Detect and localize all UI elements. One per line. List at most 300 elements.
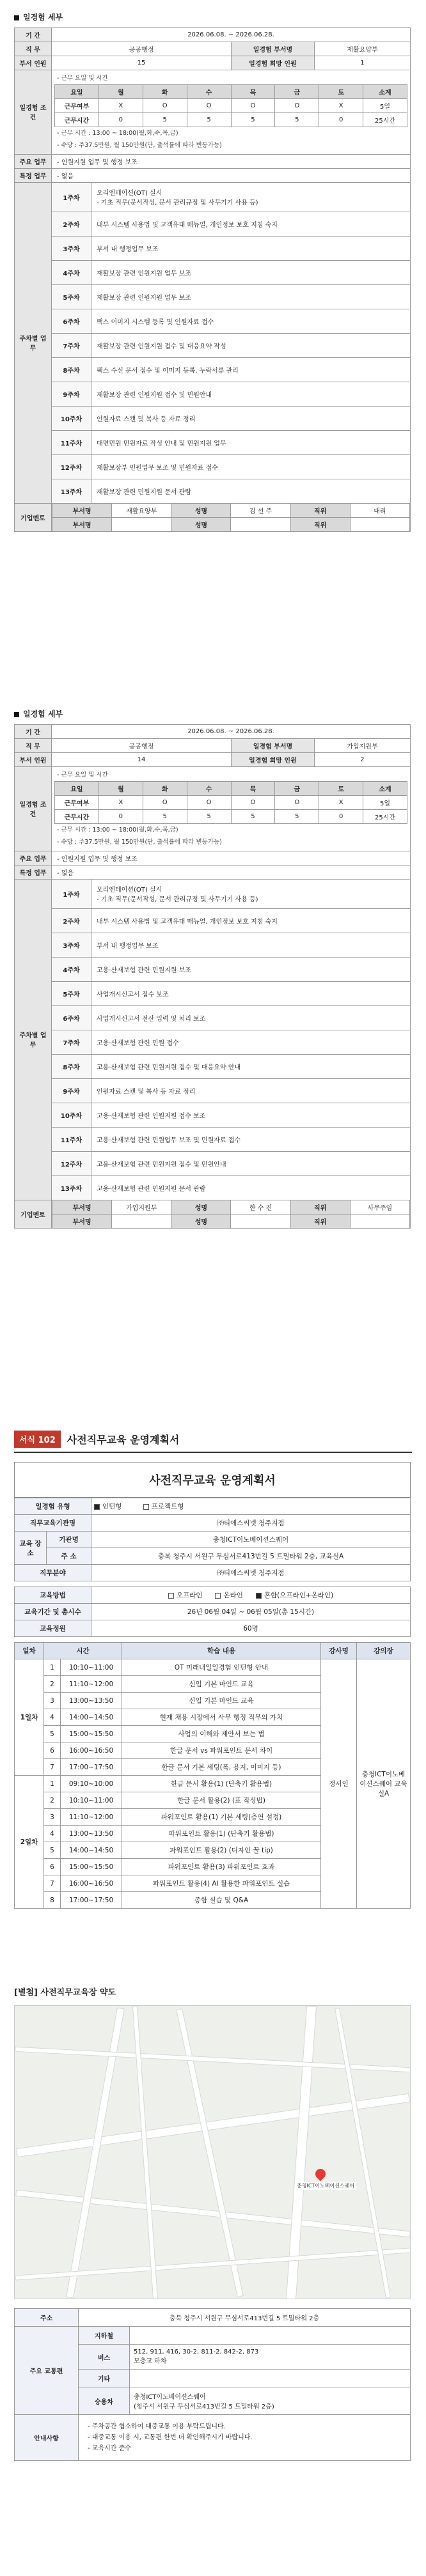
sched-content: 파워포인트 활용(1) 기본 세팅(층연 설정) [122, 1809, 321, 1826]
sched-period: 3 [44, 1809, 61, 1826]
condition-label: 일경험 조건 [15, 767, 52, 851]
map-section [0, 1985, 426, 2461]
schedule-block-2 [0, 697, 426, 1393]
bullet-icon: - [88, 2445, 92, 2452]
condition-note: - 수당 : 주37.5만원, 월 150만원(단, 출석률에 따라 변동가능) [57, 142, 222, 150]
condition-note: - 근무 시간 : 13:00 ~ 18:00(월,화,수,목,금) [57, 826, 178, 834]
bus-label: 버스 [79, 2345, 130, 2370]
form-title: 사전직무교육 운영계획서 [67, 1434, 180, 1446]
method-label: 교육방법 [15, 1587, 91, 1604]
sched-time: 11:10~12:00 [61, 1809, 122, 1826]
mentor-field-value [231, 518, 290, 531]
week-number: 2주차 [52, 212, 91, 236]
notice-item [88, 2421, 401, 2432]
people-label: 교육정원 [15, 1620, 91, 1637]
day-header: 화 [143, 782, 187, 796]
workday-cell: O [275, 99, 319, 113]
room-name: 충청ICT이노베이션스퀘어 교육실A [357, 1659, 411, 1909]
week-content: 대면민원 민원자료 작성 안내 및 민원지원 업무 [91, 430, 411, 454]
week-row [15, 1127, 411, 1151]
sched-content: 현재 채용 시장에서 사무 행정 직무의 가치 [122, 1709, 321, 1726]
sched-content: OT 미래내일일경험 인턴형 안내 [122, 1659, 321, 1676]
day-header: 목 [231, 782, 275, 796]
dept-label: 일경험 부서명 [231, 42, 314, 56]
mentor-inner [52, 1200, 410, 1214]
type-label: 일경험 유형 [15, 1498, 91, 1515]
square-bullet-icon [14, 15, 19, 20]
week-number: 13주차 [52, 479, 91, 503]
section-title [0, 697, 426, 724]
week-content: 내부 시스템 사용법 및 고객유대 매뉴얼, 개인정보 보호 지침 숙지 [91, 212, 411, 236]
sched-period: 4 [44, 1826, 61, 1842]
workday-cell: 5 [143, 113, 187, 127]
parking-label: 승용차 [79, 2387, 130, 2415]
day2-label: 2일차 [15, 1776, 44, 1909]
week-content: 재활보장 관련 인원지원 업무 보조 [91, 284, 411, 309]
mentor-cell [52, 1214, 411, 1228]
mentor-group-label: 기업멘토 [15, 1200, 52, 1228]
section-title-text: 일경험 세부 [23, 13, 63, 22]
week-content: 사업개시신고서 접수 보조 [91, 981, 411, 1005]
type-opt2: 프로젝트형 [151, 1503, 184, 1510]
sched-content: 파워포인트 활용(2) (디자인 꿀 tip) [122, 1842, 321, 1859]
mentor-value: 2 [314, 753, 410, 767]
week-number: 8주차 [52, 1054, 91, 1078]
sched-h-content: 학습 내용 [122, 1643, 321, 1659]
day-header: 수 [187, 782, 231, 796]
count-label: 부서 인원 [15, 56, 52, 70]
mentor-field-label: 성명 [171, 518, 231, 531]
workday-cell: 5 [275, 113, 319, 127]
workday-cell: 0 [319, 810, 363, 824]
workday-cell: 5 [231, 810, 275, 824]
plan-title: 사전직무교육 운영계획서 [14, 1462, 411, 1498]
main-duty-value: - 인원지원 업무 및 행정 보조 [52, 851, 411, 865]
workday-cell: X [99, 99, 143, 113]
week-row [15, 1175, 411, 1200]
condition-label: 일경험 조건 [15, 70, 52, 155]
parking-value: 충청ICT이노베이션스퀘어 (청주시 서원구 무심서로413번길 5 트밀타워 2층) [130, 2387, 411, 2415]
workday-cell: O [231, 99, 275, 113]
sched-time: 11:10~12:00 [61, 1676, 122, 1693]
sched-time: 16:00~16:50 [61, 1875, 122, 1892]
mentor-row [15, 517, 411, 531]
sched-content: 한글 문서 활용(2) (표 작성법) [122, 1792, 321, 1809]
sched-content: 파워포인트 활용(4) AI 활용한 파워포인트 실습 [122, 1875, 321, 1892]
workday-cell: X [319, 796, 363, 810]
mentor-value: 1 [314, 56, 410, 70]
plan-info-table [14, 1498, 411, 1581]
week-content: 오리엔테이션(OT) 실시 - 기초 직무(문서작성, 문서 관리규정 및 사무기기 사용 등) [91, 879, 411, 908]
dept-value: 가입지원부 [314, 739, 410, 753]
sched-time: 10:10~11:00 [61, 1792, 122, 1809]
condition-note: - 수당 : 주37.5만원, 월 150만원(단, 출석률에 따라 변동가능) [57, 839, 222, 846]
workday-cell: O [143, 796, 187, 810]
day-header: 소계 [363, 85, 407, 99]
mentor-field-label: 성명 [171, 1200, 231, 1214]
mentor-cell [52, 517, 411, 531]
checkbox-project[interactable] [143, 1504, 149, 1510]
day-header: 금 [275, 85, 319, 99]
sched-h-instructor: 강사명 [321, 1643, 357, 1659]
week-number: 3주차 [52, 236, 91, 260]
sched-period: 5 [44, 1842, 61, 1859]
workday-cell: 5 [187, 113, 231, 127]
week-row [15, 879, 411, 908]
week-row [15, 957, 411, 981]
mentor-field-value [350, 518, 409, 531]
notice-item [88, 2432, 401, 2443]
week-row [15, 908, 411, 933]
week-number: 6주차 [52, 1005, 91, 1030]
sched-time: 17:00~17:50 [61, 1759, 122, 1776]
workday-cell: 5 [231, 113, 275, 127]
week-content: 사업개시신고서 전산 입력 및 처리 보조 [91, 1005, 411, 1030]
mentor-field-label: 직위 [290, 1214, 350, 1228]
location-pin-icon [313, 2167, 328, 2182]
mentor-field-value [231, 1214, 290, 1228]
sched-time: 09:10~10:00 [61, 1776, 122, 1792]
bus-value: 512, 911, 416, 30-2, 811-2, 842-2, 873 모충교 하차 [130, 2345, 411, 2370]
checkbox-intern[interactable] [94, 1504, 100, 1510]
instructor-name: 정서인 [321, 1659, 357, 1909]
week-content: 재활보장 관련 인원지원 업무 보조 [91, 260, 411, 284]
sched-row [15, 1659, 411, 1676]
week-row [15, 1030, 411, 1054]
week-number: 5주차 [52, 284, 91, 309]
week-row [15, 260, 411, 284]
special-duty-label: 특정 업무 [15, 865, 52, 879]
notice-list [79, 2415, 411, 2461]
schedule-table [14, 724, 411, 1229]
mentor-field-value [112, 1214, 171, 1228]
type-opt1: 인턴형 [102, 1503, 122, 1510]
week-number: 12주차 [52, 1151, 91, 1175]
condition-cell [52, 767, 411, 851]
notice-text: 대중교통 이용 시, 교통편 한번 더 확인해주시기 바랍니다. [91, 2434, 253, 2441]
mentor-field-value: 사무주임 [350, 1200, 409, 1214]
week-content: 재활보장 관련 인원지원 접수 및 대응요약 작성 [91, 333, 411, 357]
sched-period: 2 [44, 1792, 61, 1809]
checkbox-offline[interactable] [168, 1593, 174, 1599]
mentor-field-label: 부서명 [52, 1214, 112, 1228]
workday-cell: 근무여부 [55, 99, 99, 113]
sched-content: 한글 문서 기본 세팅(폭, 용지, 이미지 등) [122, 1759, 321, 1776]
staff-value: ㈜티에스씨넷 청주지점 [91, 1565, 411, 1581]
dept-label: 일경험 부서명 [231, 739, 314, 753]
workday-cell: 5 [143, 810, 187, 824]
week-number: 7주차 [52, 1030, 91, 1054]
day-header: 목 [231, 85, 275, 99]
week-number: 8주차 [52, 357, 91, 382]
workday-cell: 0 [99, 810, 143, 824]
week-content: 인원자료 스캔 및 복사 등 자료 정리 [91, 406, 411, 430]
education-schedule-table [14, 1642, 411, 1909]
workday-cell: O [143, 99, 187, 113]
count-label: 부서 인원 [15, 753, 52, 767]
week-row [15, 406, 411, 430]
checkbox-mixed[interactable] [256, 1593, 262, 1599]
count-value: 15 [52, 56, 232, 70]
week-number: 2주차 [52, 908, 91, 933]
notice-label: 안내사항 [15, 2415, 79, 2461]
workday-cell: O [187, 99, 231, 113]
sched-period: 1 [44, 1659, 61, 1676]
week-number: 7주차 [52, 333, 91, 357]
form-102 [0, 1431, 426, 1909]
mentor-field-value: 가입지원부 [112, 1200, 171, 1214]
schedule-block-1 [0, 0, 426, 697]
week-content: 고용·산재보험 관련 민원 접수 [91, 1030, 411, 1054]
sched-period: 6 [44, 1859, 61, 1875]
week-number: 10주차 [52, 1103, 91, 1127]
workday-cell: 근무여부 [55, 796, 99, 810]
day-header: 금 [275, 782, 319, 796]
week-number: 11주차 [52, 430, 91, 454]
day-header: 월 [99, 782, 143, 796]
week-row [15, 933, 411, 957]
workday-cell: 근무시간 [55, 810, 99, 824]
mentor-field-value: 대리 [350, 504, 409, 517]
workdays-table [54, 781, 407, 824]
mentor-group-label: 기업멘토 [15, 503, 52, 531]
week-number: 13주차 [52, 1175, 91, 1200]
sched-period: 6 [44, 1742, 61, 1759]
week-row [15, 430, 411, 454]
addr-label: 주 소 [47, 1548, 91, 1565]
week-number: 9주차 [52, 1078, 91, 1103]
week-row [15, 333, 411, 357]
method-opt-online: 온라인 [223, 1592, 243, 1599]
sched-period: 1 [44, 1776, 61, 1792]
org-value: ㈜티에스씨넷 청주지점 [91, 1515, 411, 1532]
week-row [15, 236, 411, 260]
sched-period: 7 [44, 1759, 61, 1776]
mentor-field-value: 김 선 주 [231, 504, 290, 517]
sched-time: 14:00~14:50 [61, 1709, 122, 1726]
period-label: 교육기간 및 총시수 [15, 1604, 91, 1620]
bullet-icon: - [88, 2434, 92, 2441]
subway-label: 지하철 [79, 2327, 130, 2345]
week-content: 부서 내 행정업무 보조 [91, 236, 411, 260]
day-header: 월 [99, 85, 143, 99]
week-row [15, 1005, 411, 1030]
mentor-field-value [112, 518, 171, 531]
mentor-inner [52, 1214, 410, 1228]
subway-value [130, 2327, 411, 2345]
workday-cell: O [231, 796, 275, 810]
mentor-field-value: 한 수 진 [231, 1200, 290, 1214]
mentor-field-value [350, 1214, 409, 1228]
week-number: 11주차 [52, 1127, 91, 1151]
week-row [15, 357, 411, 382]
week-content: 고용·산재보험 관련 민원지원 문서 관람 [91, 1175, 411, 1200]
mentor-inner [52, 504, 410, 517]
week-row [15, 309, 411, 333]
week-number: 1주차 [52, 879, 91, 908]
addr-value: 충북 청주시 서원구 무심서로413번길 5 트밀타워 2층, 교육실A [91, 1548, 411, 1565]
day-header: 소계 [363, 782, 407, 796]
week-content: 고용·산재보험 관련 민원업무 보조 및 민원자료 접수 [91, 1127, 411, 1151]
addr-value: 충북 청주시 서원구 무심서로413번길 5 트밀타워 2층 [79, 2309, 411, 2327]
condition-intro: - 근무 요일 및 시간 [57, 75, 108, 82]
workday-cell: 25시간 [363, 810, 407, 824]
dept-value: 재활요양부 [314, 42, 410, 56]
week-row [15, 182, 411, 212]
sched-h-room: 강의장 [357, 1643, 411, 1659]
schedule-table [14, 27, 411, 532]
mentor-field-label: 부서명 [52, 504, 112, 517]
day-header: 요일 [55, 782, 99, 796]
workday-cell: 5일 [363, 796, 407, 810]
day-header: 요일 [55, 85, 99, 99]
main-duty-label: 주요 업무 [15, 154, 52, 168]
day-header: 토 [319, 782, 363, 796]
week-content: 팩스 이미지 시스템 등록 및 인원자료 접수 [91, 309, 411, 333]
location-map[interactable] [14, 2005, 411, 2299]
pin-label: 충청ICT이노베이션스퀘어 [295, 2182, 356, 2190]
location-info-table [14, 2308, 411, 2461]
mentor-field-label: 직위 [290, 1200, 350, 1214]
sched-time: 15:00~15:50 [61, 1859, 122, 1875]
notice-text: 교육시간 준수 [91, 2445, 131, 2452]
mentor-label: 일경험 희망 인원 [231, 753, 314, 767]
week-number: 4주차 [52, 260, 91, 284]
condition-intro: - 근무 요일 및 시간 [57, 772, 108, 779]
sched-content: 신입 기본 마인드 교육 [122, 1693, 321, 1709]
week-row [15, 1151, 411, 1175]
venue-name-label: 기관명 [47, 1532, 91, 1548]
mentor-field-label: 성명 [171, 1214, 231, 1228]
period-value: 26년 06월 04일 ~ 06월 05일(총 15시간) [91, 1604, 411, 1620]
count-value: 14 [52, 753, 232, 767]
job-label: 직 무 [15, 42, 52, 56]
workday-cell: 0 [319, 113, 363, 127]
condition-note: - 근무 시간 : 13:00 ~ 18:00(월,화,수,목,금) [57, 130, 178, 137]
workday-cell: 5일 [363, 99, 407, 113]
week-content: 고용·산재보험 관련 인원지원 접수 보조 [91, 1103, 411, 1127]
weekly-label: 주차별 업무 [15, 182, 52, 503]
plan-method-table [14, 1587, 411, 1637]
method-opt-mixed: 혼합(오프라인+온라인) [264, 1592, 334, 1599]
week-content: 고용·산재보험 관련 민원지원 접수 및 민원안내 [91, 1151, 411, 1175]
mentor-field-label: 직위 [290, 504, 350, 517]
weekly-label: 주차별 업무 [15, 879, 52, 1200]
mentor-row [15, 1200, 411, 1214]
sched-time: 14:00~14:50 [61, 1842, 122, 1859]
workday-cell: 5 [187, 810, 231, 824]
workdays-table [54, 84, 407, 127]
mentor-label: 일경험 희망 인원 [231, 56, 314, 70]
mentor-cell [52, 1200, 411, 1214]
day-header: 수 [187, 85, 231, 99]
etc-label: 기타 [79, 2370, 130, 2387]
week-content: 고용·산재보험 관련 민원지원 보조 [91, 957, 411, 981]
week-row [15, 382, 411, 406]
week-content: 고용·산재보험 관련 민원지원 접수 및 대응요약 안내 [91, 1054, 411, 1078]
main-duty-label: 주요 업무 [15, 851, 52, 865]
week-row [15, 1054, 411, 1078]
map-title: [별첨] 사전직무교육장 약도 [14, 1988, 116, 1998]
square-bullet-icon [14, 712, 19, 717]
special-duty-value: - 없음 [52, 168, 411, 182]
mentor-row [15, 503, 411, 517]
sched-content: 파워포인트 활용(3) 파워포인트 효과 [122, 1859, 321, 1875]
week-number: 3주차 [52, 933, 91, 957]
workday-cell: 25시간 [363, 113, 407, 127]
workday-cell: X [319, 99, 363, 113]
section-title [0, 0, 426, 27]
mentor-field-label: 부서명 [52, 1200, 112, 1214]
sched-period: 2 [44, 1676, 61, 1693]
type-options [91, 1498, 411, 1515]
period-label: 기 간 [15, 28, 52, 42]
bullet-icon: - [88, 2423, 92, 2430]
method-options [91, 1587, 411, 1604]
week-row [15, 284, 411, 309]
sched-content: 사업의 이해와 제안서 보는 법 [122, 1726, 321, 1742]
sched-content: 신입 기본 마인드 교육 [122, 1676, 321, 1693]
sched-time: 10:10~11:00 [61, 1659, 122, 1676]
week-content: 재활보장부 민원업무 보조 및 민원자료 접수 [91, 454, 411, 479]
sched-h-time: 시간 [44, 1643, 122, 1659]
period-value: 2026.06.08. ~ 2026.06.28. [52, 28, 411, 42]
mentor-field-label: 직위 [290, 518, 350, 531]
week-row [15, 454, 411, 479]
period-value: 2026.06.08. ~ 2026.06.28. [52, 725, 411, 739]
day1-label: 1일차 [15, 1659, 44, 1776]
week-content: 인원자료 스캔 및 복사 등 자료 정리 [91, 1078, 411, 1103]
sched-period: 7 [44, 1875, 61, 1892]
special-duty-value: - 없음 [52, 865, 411, 879]
workday-cell: O [275, 796, 319, 810]
sched-period: 8 [44, 1892, 61, 1909]
week-content: 팩스 수신 문서 접수 및 이미지 등록, 누락서류 관리 [91, 357, 411, 382]
workday-cell: X [99, 796, 143, 810]
job-value: 공공행정 [52, 42, 232, 56]
sched-time: 15:00~15:50 [61, 1726, 122, 1742]
notice-bullets [83, 2419, 406, 2456]
special-duty-label: 특정 업무 [15, 168, 52, 182]
people-value: 60명 [91, 1620, 411, 1637]
day-header: 화 [143, 85, 187, 99]
main-duty-value: - 인원지원 업무 및 행정 보조 [52, 154, 411, 168]
week-row [15, 479, 411, 503]
sched-h-day: 일차 [15, 1643, 44, 1659]
checkbox-online[interactable] [215, 1593, 221, 1599]
sched-content: 종합 실습 및 Q&A [122, 1892, 321, 1909]
sched-time: 13:00~13:50 [61, 1693, 122, 1709]
week-number: 12주차 [52, 454, 91, 479]
week-row [15, 1103, 411, 1127]
transit-label: 주요 교통편 [15, 2327, 79, 2415]
sched-period: 4 [44, 1709, 61, 1726]
sched-period: 3 [44, 1693, 61, 1709]
workday-cell: 5 [275, 810, 319, 824]
week-content: 내부 시스템 사용법 및 고객유대 매뉴얼, 개인정보 보호 지침 숙지 [91, 908, 411, 933]
job-value: 공공행정 [52, 739, 232, 753]
notice-text: 주차공간 협소하여 대중교통 이용 부탁드립니다. [91, 2423, 226, 2430]
week-content: 부서 내 행정업무 보조 [91, 933, 411, 957]
sched-time: 17:00~17:50 [61, 1892, 122, 1909]
mentor-field-label: 부서명 [52, 518, 112, 531]
period-label: 기 간 [15, 725, 52, 739]
org-label: 직무교육기관명 [15, 1515, 91, 1532]
job-label: 직 무 [15, 739, 52, 753]
mentor-field-label: 성명 [171, 504, 231, 517]
condition-cell [52, 70, 411, 155]
workday-cell: 0 [99, 113, 143, 127]
